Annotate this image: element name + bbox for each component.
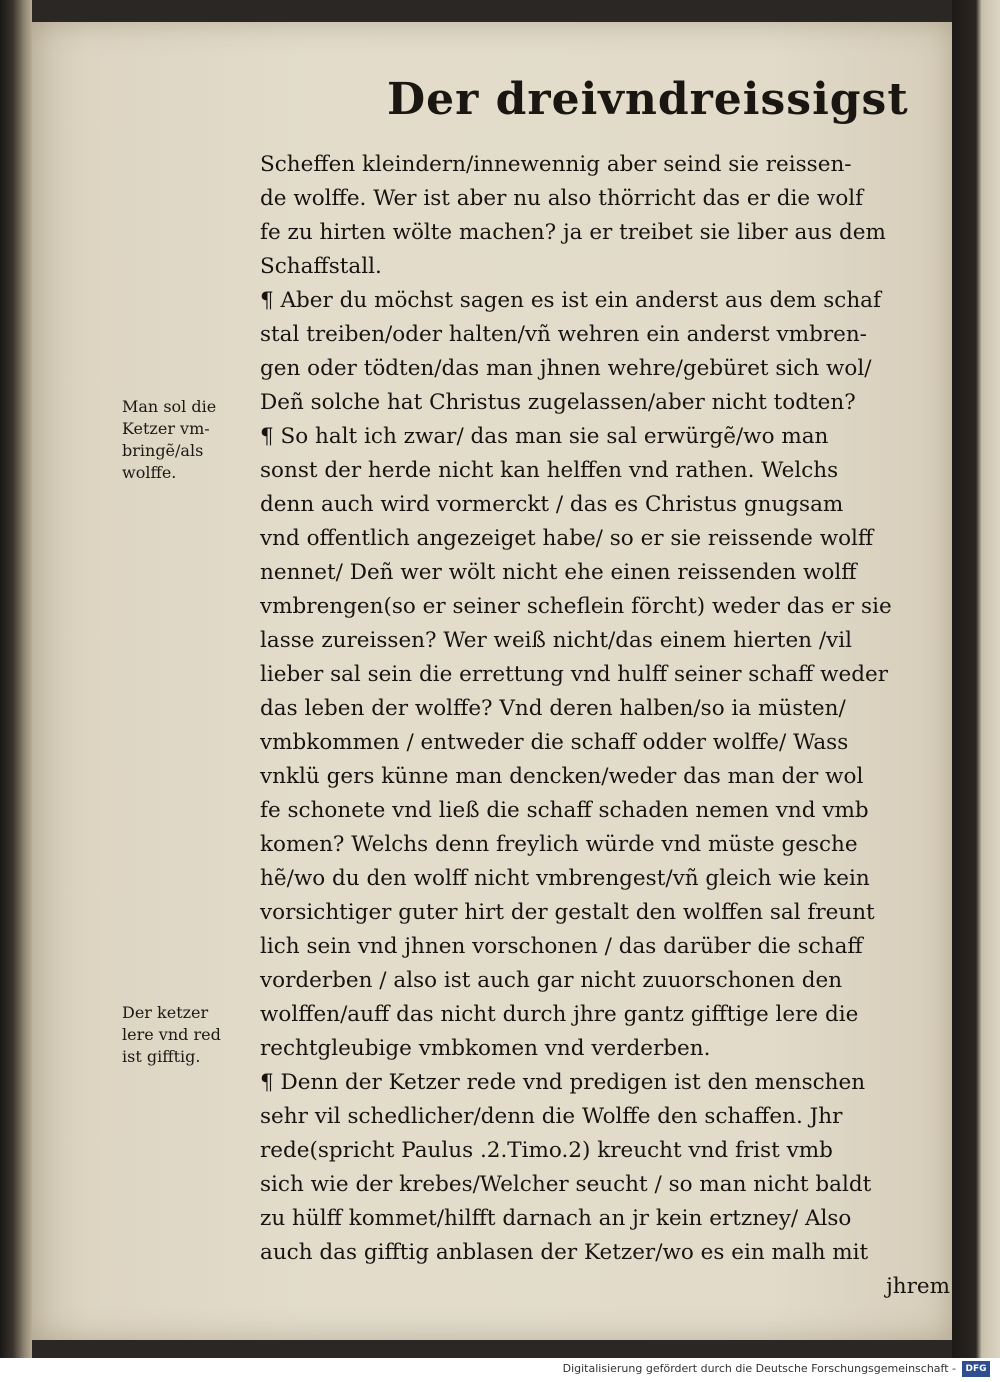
right-page-edge bbox=[952, 0, 1000, 1358]
text-line: nennet/ Deñ wer wölt nicht ehe einen reissenden wolff bbox=[260, 560, 857, 585]
text-line: Schaffstall. bbox=[260, 254, 382, 279]
text-line: zu hülff kommet/hilfft darnach an jr kein ertzney/ Also bbox=[260, 1206, 852, 1231]
text-line: sonst der herde nicht kan helffen vnd rathen. Welchs bbox=[260, 458, 839, 483]
funding-credit: Digitalisierung gefördert durch die Deutsche Forschungsgemeinschaft - bbox=[562, 1362, 956, 1375]
text-line: lieber sal sein die errettung vnd hulff seiner schaff weder bbox=[260, 662, 889, 687]
text-line: lasse zureissen? Wer weiß nicht/das einem hierten /vil bbox=[260, 628, 852, 653]
text-line: hẽ/wo du den wolff nicht vmbrengest/vñ gleich wie kein bbox=[260, 866, 870, 891]
text-line: vnd offentlich angezeiget habe/ so er sie reissende wolff bbox=[260, 526, 874, 551]
text-line: Scheffen kleindern/innewennig aber seind sie reissen- bbox=[260, 152, 852, 177]
text-line: fe zu hirten wölte machen? ja er treibet sie liber aus dem bbox=[260, 220, 886, 245]
text-line: lich sein vnd jhnen vorschonen / das darüber die schaff bbox=[260, 934, 863, 959]
margin-note-line: wolffe. bbox=[122, 463, 177, 482]
text-line: vnklü gers künne man dencken/weder das man der wol bbox=[260, 764, 864, 789]
text-line: vorsichtiger guter hirt der gestalt den wolffen sal freunt bbox=[260, 900, 875, 925]
text-line: vmbkommen / entweder die schaff odder wolffe/ Wass bbox=[260, 730, 849, 755]
margin-note-poison bbox=[122, 1002, 264, 1068]
text-line: rechtgleubige vmbkomen vnd verderben. bbox=[260, 1036, 711, 1061]
text-line: gen oder tödten/das man jhnen wehre/gebüret sich wol/ bbox=[260, 356, 872, 381]
page-title: Der dreivndreissigst bbox=[387, 74, 909, 125]
text-line: vorderben / also ist auch gar nicht zuuorschonen den bbox=[260, 968, 843, 993]
text-line: de wolffe. Wer ist aber nu also thörricht das er die wolf bbox=[260, 186, 864, 211]
margin-note-line: lere vnd red bbox=[122, 1025, 221, 1044]
margin-note-line: Der ketzer bbox=[122, 1003, 209, 1022]
book-page bbox=[32, 22, 952, 1340]
text-line: vmbrengen(so er seiner scheflein förcht) weder das er sie bbox=[260, 594, 892, 619]
margin-note-heretics bbox=[122, 396, 264, 484]
footer-bar bbox=[0, 1358, 1000, 1382]
text-line: sehr vil schedlicher/denn die Wolffe den schaffen. Jhr bbox=[260, 1104, 843, 1129]
margin-note-line: bringẽ/als bbox=[122, 441, 204, 460]
text-line: komen? Welchs denn freylich würde vnd müste gesche bbox=[260, 832, 858, 857]
text-line: auch das gifftig anblasen der Ketzer/wo es ein malh mit bbox=[260, 1240, 869, 1265]
text-line: Deñ solche hat Christus zugelassen/aber nicht todten? bbox=[260, 390, 856, 415]
margin-note-line: Ketzer vm- bbox=[122, 419, 210, 438]
text-line: ¶ Aber du möchst sagen es ist ein anderst aus dem schaf bbox=[260, 288, 881, 313]
text-line: denn auch wird vormerckt / das es Christus gnugsam bbox=[260, 492, 844, 517]
text-line: stal treiben/oder halten/vñ wehren ein anderst vmbren- bbox=[260, 322, 867, 347]
left-page-edge bbox=[0, 0, 32, 1358]
text-line: ¶ Denn der Ketzer rede vnd predigen ist den menschen bbox=[260, 1070, 866, 1095]
text-line: ¶ So halt ich zwar/ das man sie sal erwürgẽ/wo man bbox=[260, 424, 829, 449]
text-line: wolffen/auff das nicht durch jhre gantz gifftige lere die bbox=[260, 1002, 859, 1027]
margin-note-line: Man sol die bbox=[122, 397, 217, 416]
dfg-logo: DFG bbox=[962, 1361, 990, 1377]
catchword: jhrem bbox=[886, 1274, 950, 1299]
text-line: sich wie der krebes/Welcher seucht / so man nicht baldt bbox=[260, 1172, 872, 1197]
body-text bbox=[260, 148, 950, 1304]
text-line: das leben der wolffe? Vnd deren halben/so ia müsten/ bbox=[260, 696, 846, 721]
margin-note-line: ist gifftig. bbox=[122, 1047, 201, 1066]
text-line: rede(spricht Paulus .2.Timo.2) kreucht vnd frist vmb bbox=[260, 1138, 833, 1163]
text-line: fe schonete vnd ließ die schaff schaden nemen vnd vmb bbox=[260, 798, 869, 823]
